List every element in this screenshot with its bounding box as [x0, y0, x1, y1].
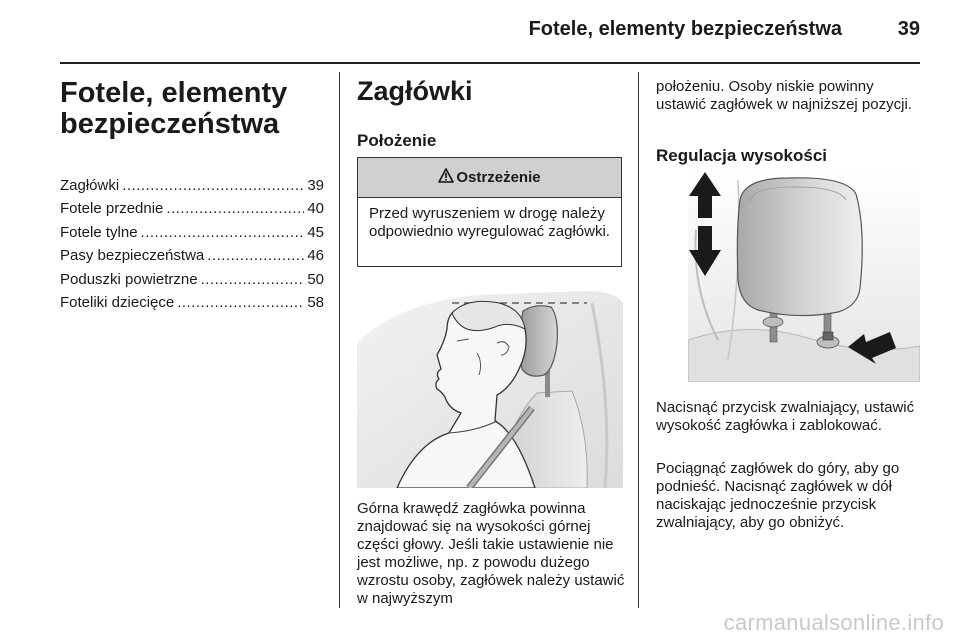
- toc-entry-rear-seats[interactable]: [60, 224, 324, 247]
- toc-entry-page: 39: [307, 177, 324, 194]
- toc-leader-dots: [201, 271, 305, 288]
- header-divider: [60, 62, 920, 64]
- toc-entry-airbags[interactable]: [60, 271, 324, 294]
- chapter-title-line-2: bezpieczeństwa: [60, 108, 280, 140]
- subheading-height-adjustment: Regulacja wysokości: [656, 146, 828, 165]
- table-of-contents: [60, 177, 324, 317]
- warning-box: [357, 157, 622, 267]
- toc-leader-dots: [177, 294, 304, 311]
- toc-entry-page: 40: [307, 200, 324, 218]
- toc-entry-seat-belts[interactable]: [60, 247, 324, 270]
- chapter-title: [60, 78, 330, 140]
- toc-entry-label: Pasy bezpieczeństwa: [60, 247, 205, 265]
- toc-entry-page: 50: [307, 270, 324, 288]
- toc-entry-label: Zagłówki: [60, 177, 120, 194]
- toc-entry-label: Fotele przednie: [60, 200, 164, 218]
- position-paragraph: Górna krawędź zagłówka powinna znajdować się na wysokości górnej części głowy. Jeśli takie ustawienie nie jest możliwe, np. z powodu dużego wzrostu osoby, zagłówek należy ustawić w najwyższym: [357, 500, 625, 607]
- toc-entry-headrests[interactable]: [60, 177, 324, 200]
- warning-text: Przed wyruszeniem w drogę należy odpowiednio wyregulować zagłówki.: [369, 205, 610, 240]
- toc-leader-dots: [141, 224, 305, 241]
- page-number: 39: [897, 18, 920, 40]
- chapter-title-line-1: Fotele, elementy: [60, 77, 288, 109]
- headrest-position-illustration: [357, 283, 623, 488]
- toc-leader-dots: [122, 177, 304, 194]
- height-adjustment-paragraph-1: Nacisnąć przycisk zwalniający, ustawić wysokość zagłówka i zablokować.: [656, 399, 915, 434]
- warning-triangle-icon: [438, 168, 454, 187]
- position-paragraph-continued: położeniu. Osoby niskie powinny ustawić zagłówek w najniższej pozycji.: [656, 78, 912, 113]
- toc-entry-label: Foteliki dziecięce: [60, 293, 175, 311]
- warning-heading: Ostrzeżenie: [456, 169, 541, 186]
- toc-entry-child-seats[interactable]: [60, 294, 324, 317]
- toc-entry-front-seats[interactable]: [60, 200, 324, 223]
- height-adjustment-paragraph-2: Pociągnąć zagłówek do góry, aby go podnieść. Nacisnąć zagłówek w dół naciskając jednocześnie przycisk zwalniający, aby go obniżyć.: [656, 460, 900, 531]
- section-title: Zagłówki: [357, 76, 473, 106]
- toc-entry-page: 46: [307, 247, 324, 265]
- toc-entry-page: 45: [307, 223, 324, 241]
- watermark: carmanualsonline.info: [723, 610, 944, 635]
- toc-entry-label: Poduszki powietrzne: [60, 270, 198, 288]
- column-divider-right: [638, 72, 639, 608]
- warning-header: [358, 158, 621, 198]
- column-divider-left: [339, 72, 340, 608]
- running-header-title: Fotele, elementy bezpieczeństwa: [528, 18, 842, 40]
- headrest-height-adjustment-illustration: [688, 170, 920, 382]
- subheading-position: Położenie: [357, 131, 437, 150]
- toc-leader-dots: [207, 247, 304, 264]
- toc-entry-page: 58: [307, 293, 324, 311]
- toc-entry-label: Fotele tylne: [60, 223, 138, 241]
- toc-leader-dots: [166, 200, 304, 217]
